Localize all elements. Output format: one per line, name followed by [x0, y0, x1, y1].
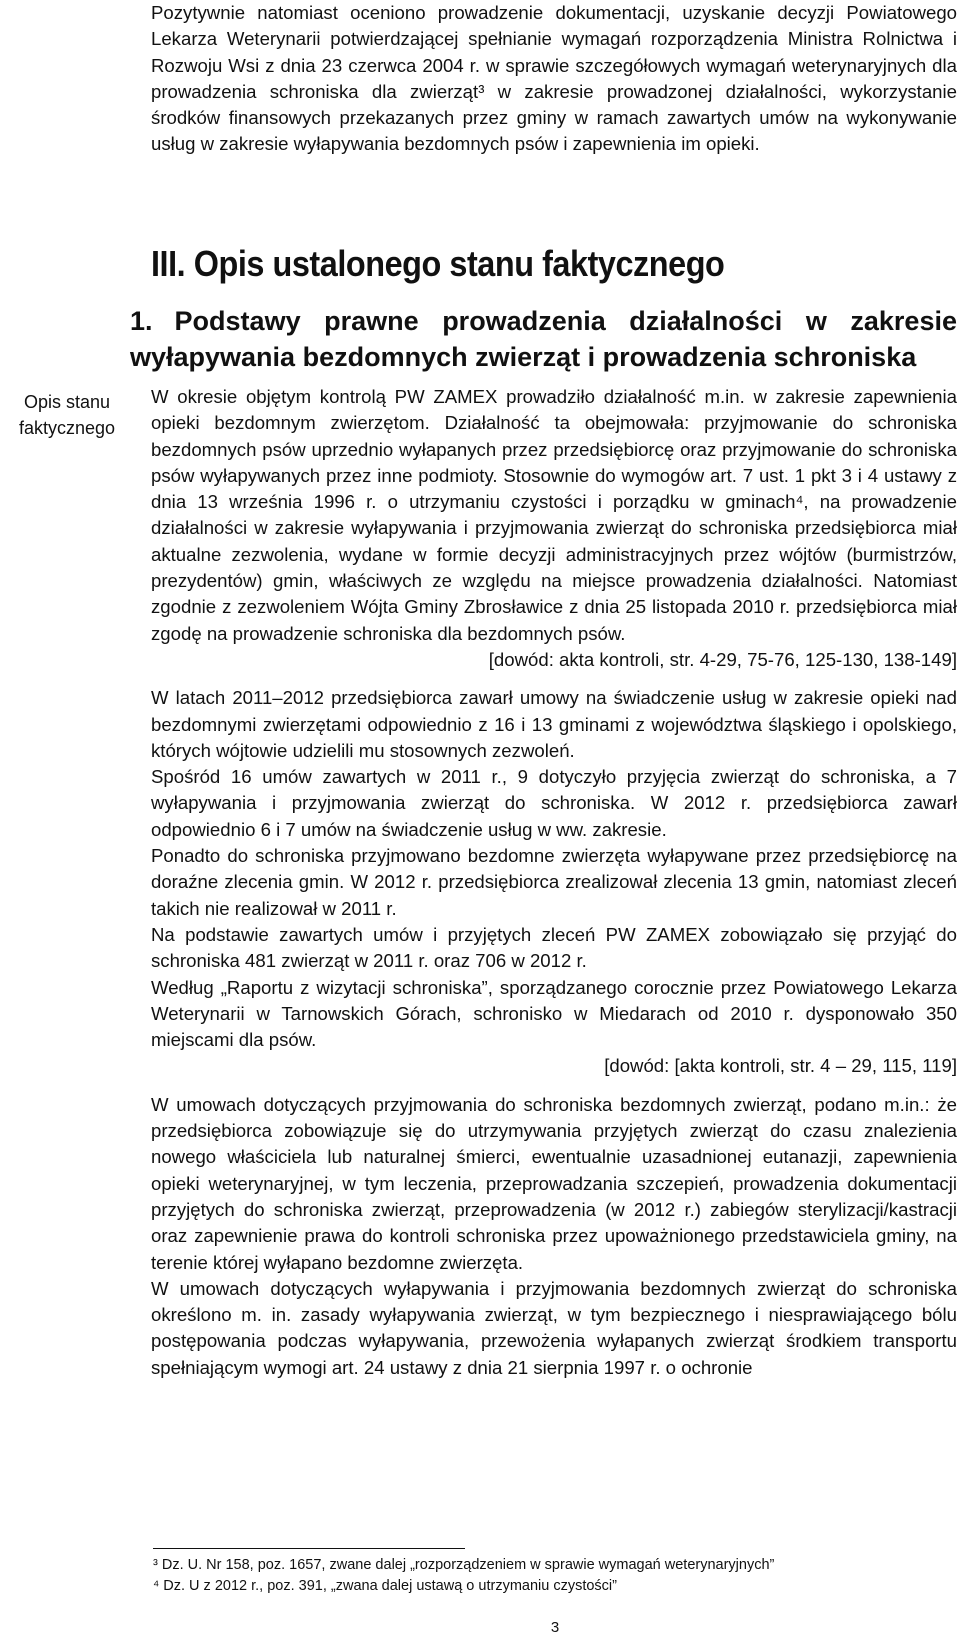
section-heading: III. Opis ustalonego stanu faktycznego [151, 243, 725, 284]
paragraph-gap [151, 673, 957, 685]
body-text [151, 384, 957, 1381]
intro-paragraph-block [151, 0, 957, 158]
body-paragraph: Spośród 16 umów zawartych w 2011 r., 9 dotyczyło przyjęcia zwierząt do schroniska, a 7 wyłapywania i przyjmowania zwierząt do schroniska. W 2012 r. przedsiębiorca zawarł odpowiednio 6 i 7 umów na świadczenie usług w ww. zakresie. [151, 766, 957, 840]
subsection-heading [130, 303, 957, 375]
footnote-4: ⁴ Dz. U z 2012 r., poz. 391, „zwana dalej ustawą o utrzymaniu czystości” [153, 1578, 617, 1594]
body-paragraph: Ponadto do schroniska przyjmowano bezdomne zwierzęta wyłapywane przez przedsiębiorcę na doraźne zlecenia gmin. W 2012 r. przedsiębiorca zrealizował zlecenia 13 gmin, natomiast zleceń takich nie realizował w 2011 r. [151, 845, 957, 919]
body-paragraph: Na podstawie zawartych umów i przyjętych zleceń PW ZAMEX zobowiązało się przyjąć do schroniska 481 zwierząt w 2011 r. oraz 706 w 2012 r. [151, 923, 957, 972]
paragraph-gap [151, 1080, 957, 1092]
body-paragraph: W umowach dotyczących wyłapywania i przyjmowania bezdomnych zwierząt do schroniska określono m. in. zasady wyłapywania zwierząt, w tym bezpiecznego i niesprawiającego bólu postępowania podczas wyłapywania, przewożenia wyłapanych zwierząt środkiem transportu spełniającym wymogi art. 24 ustawy z dnia 21 sierpnia 1997 r. o ochronie [151, 1277, 957, 1378]
margin-note: Opis stanu faktycznego [18, 392, 116, 438]
body-paragraph: W okresie objętym kontrolą PW ZAMEX prowadziło działalność m.in. w zakresie zapewnienia opieki bezdomnym zwierzętom. Działalność ta obejmowała: przyjmowanie do schroniska bezdomnych psów uprzednio wyłapanych przez przedsiębiorcę oraz przyjmowanie do schroniska psów wyłapywanych przez inne podmioty. Stosownie do wymogów art. 7 ust. 1 pkt 3 i 4 ustawy z dnia 13 września 1996 r. o utrzymaniu czystości i porządku w gminach⁴, na prowadzenie działalności w zakresie wyłapywania i przyjmowania zwierząt do schroniska przedsiębiorca miał aktualne zezwolenia, wydane w formie decyzji administracyjnych przez wójtów (burmistrzów, prezydentów) gmin, właściwych ze względu na miejsce prowadzenia działalności. Natomiast zgodnie z zezwoleniem Wójta Gminy Zbrosławice z dnia 25 listopada 2010 r. przedsiębiorca miał zgodę na prowadzenie schroniska dla bezdomnych psów. [151, 386, 957, 644]
body-paragraph: W latach 2011–2012 przedsiębiorca zawarł umowy na świadczenie usług w zakresie opieki nad bezdomnymi zwierzętami odpowiednio z 16 i 13 gminami z województwa śląskiego i opolskiego, których wójtowie udzielili mu stosownych zezwoleń. [151, 687, 957, 761]
page-number: 3 [550, 1619, 560, 1636]
footnote-3: ³ Dz. U. Nr 158, poz. 1657, zwane dalej „rozporządzeniem w sprawie wymagań weterynaryjnych” [153, 1557, 775, 1573]
body-paragraph: Według „Raportu z wizytacji schroniska”, sporządzanego corocznie przez Powiatowego Lekarza Weterynarii w Tarnowskich Górach, schronisko w Miedarach od 2010 r. dysponowało 350 miejscami dla psów. [151, 976, 957, 1051]
evidence-citation: [dowód: akta kontroli, str. 4-29, 75-76, 125-130, 138-149] [488, 648, 957, 670]
footnote-divider [153, 1548, 465, 1549]
body-paragraph: W umowach dotyczących przyjmowania do schroniska bezdomnych zwierząt, podano m.in.: że przedsiębiorca zobowiązuje się do utrzymywania przyjętych zwierząt do czasu znalezienia nowego właściciela lub naturalnej śmierci, ewentualnie uzasadnionej eutanazji, zapewnienia opieki weterynaryjnej, w tym leczenia, przeprowadzania szczepień, prowadzenia dokumentacji przyjętych do schroniska zwierząt, przeprowadzenia (w 2012 r.) zabiegów sterylizacji/kastracji oraz zapewnienie prawa do kontroli schroniska przez upoważnionego przedstawiciela gminy, na terenie której wyłapano bezdomne zwierzęta. [151, 1093, 957, 1273]
subsection-title: Podstawy prawne prowadzenia działalności w zakresie wyłapywania bezdomnych zwierząt i prowadzenia schroniska [130, 306, 957, 372]
subsection-number: 1. [130, 306, 153, 336]
footnotes [153, 1555, 774, 1597]
intro-paragraph: Pozytywnie natomiast oceniono prowadzenie dokumentacji, uzyskanie decyzji Powiatowego Lekarza Weterynarii potwierdzającej spełnianie wymagań rozporządzenia Ministra Rolnictwa i Rozwoju Wsi z dnia 23 czerwca 2004 r. w sprawie szczegółowych wymagań weterynaryjnych dla prowadzenia schroniska dla zwierząt³ w zakresie prowadzonej działalności, wykorzystanie środków finansowych przekazanych przez gminy w ramach zawartych umów na wykonywanie usług w zakresie wyłapywania bezdomnych psów i zapewnienia im opieki. [151, 2, 957, 155]
evidence-citation: [dowód: [akta kontroli, str. 4 – 29, 115, 119] [604, 1055, 957, 1077]
